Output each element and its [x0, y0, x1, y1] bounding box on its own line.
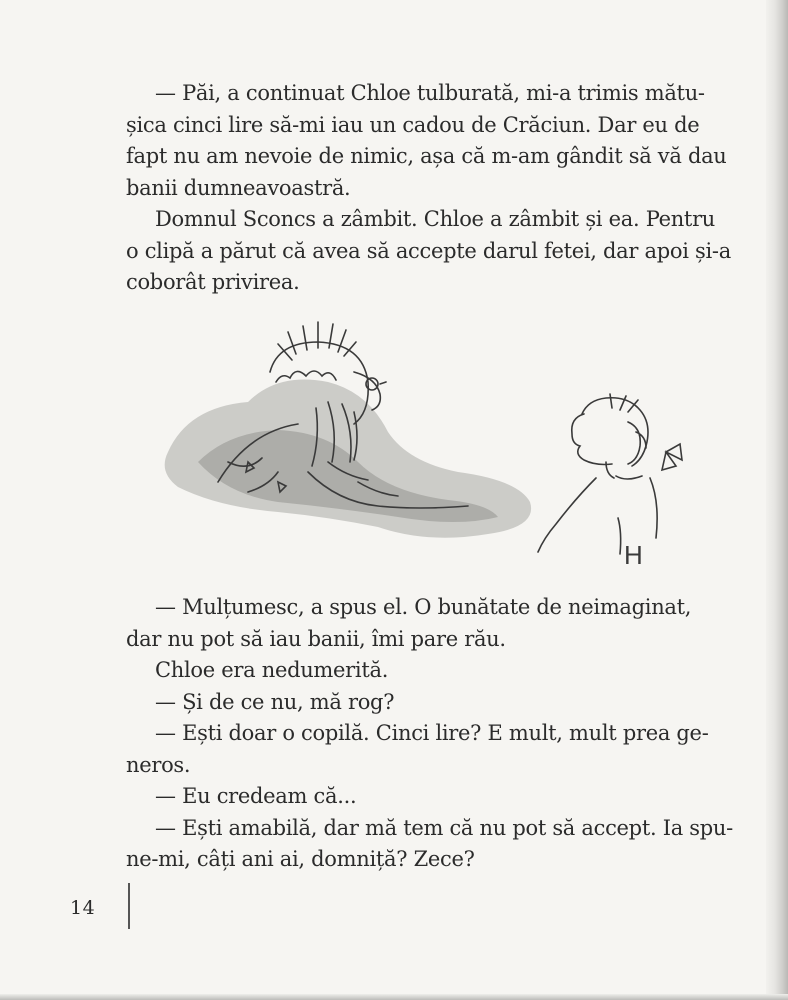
text-line: — Mulțumesc, a spus el. O bunătate de neimaginat,	[155, 595, 692, 619]
page-bottom-edge	[0, 994, 788, 1000]
text-line: ne-mi, câți ani ai, domniță? Zece?	[126, 847, 475, 871]
text-line: dar nu pot să iau banii, îmi pare rău.	[126, 626, 506, 651]
text-line: neros.	[126, 752, 191, 777]
text-line: — Eu credeam că...	[155, 784, 357, 808]
text-line: — Ești amabilă, dar mă tem că nu pot să accept. Ia spu-	[155, 815, 733, 840]
text-line: o clipă a părut că avea să accepte darul fetei, dar apoi și-a	[126, 238, 731, 263]
top-text-block	[126, 78, 736, 299]
illustration-mr-sconcs-and-chloe	[158, 312, 698, 574]
bottom-text-block	[126, 592, 736, 876]
page-number-divider	[128, 883, 130, 929]
text-line: banii dumneavoastră.	[126, 175, 351, 200]
page-edge-shadow	[766, 0, 788, 1000]
text-line: șica cinci lire să-mi iau un cadou de Crăciun. Dar eu de	[126, 112, 700, 137]
text-line: fapt nu am nevoie de nimic, așa că m-am gândit să vă dau	[126, 144, 727, 168]
illustration-signature: H	[624, 540, 643, 570]
text-line: — Ești doar o copilă. Cinci lire? E mult, mult prea ge-	[155, 721, 709, 745]
text-line: coborât privirea.	[126, 270, 300, 294]
text-line: — Păi, a continuat Chloe tulburată, mi-a trimis mătu-	[155, 81, 705, 105]
page-number: 14	[70, 897, 96, 919]
text-line: Domnul Sconcs a zâmbit. Chloe a zâmbit și ea. Pentru	[155, 207, 716, 231]
text-line: — Și de ce nu, mă rog?	[155, 689, 395, 714]
text-line: Chloe era nedumerită.	[155, 658, 389, 682]
